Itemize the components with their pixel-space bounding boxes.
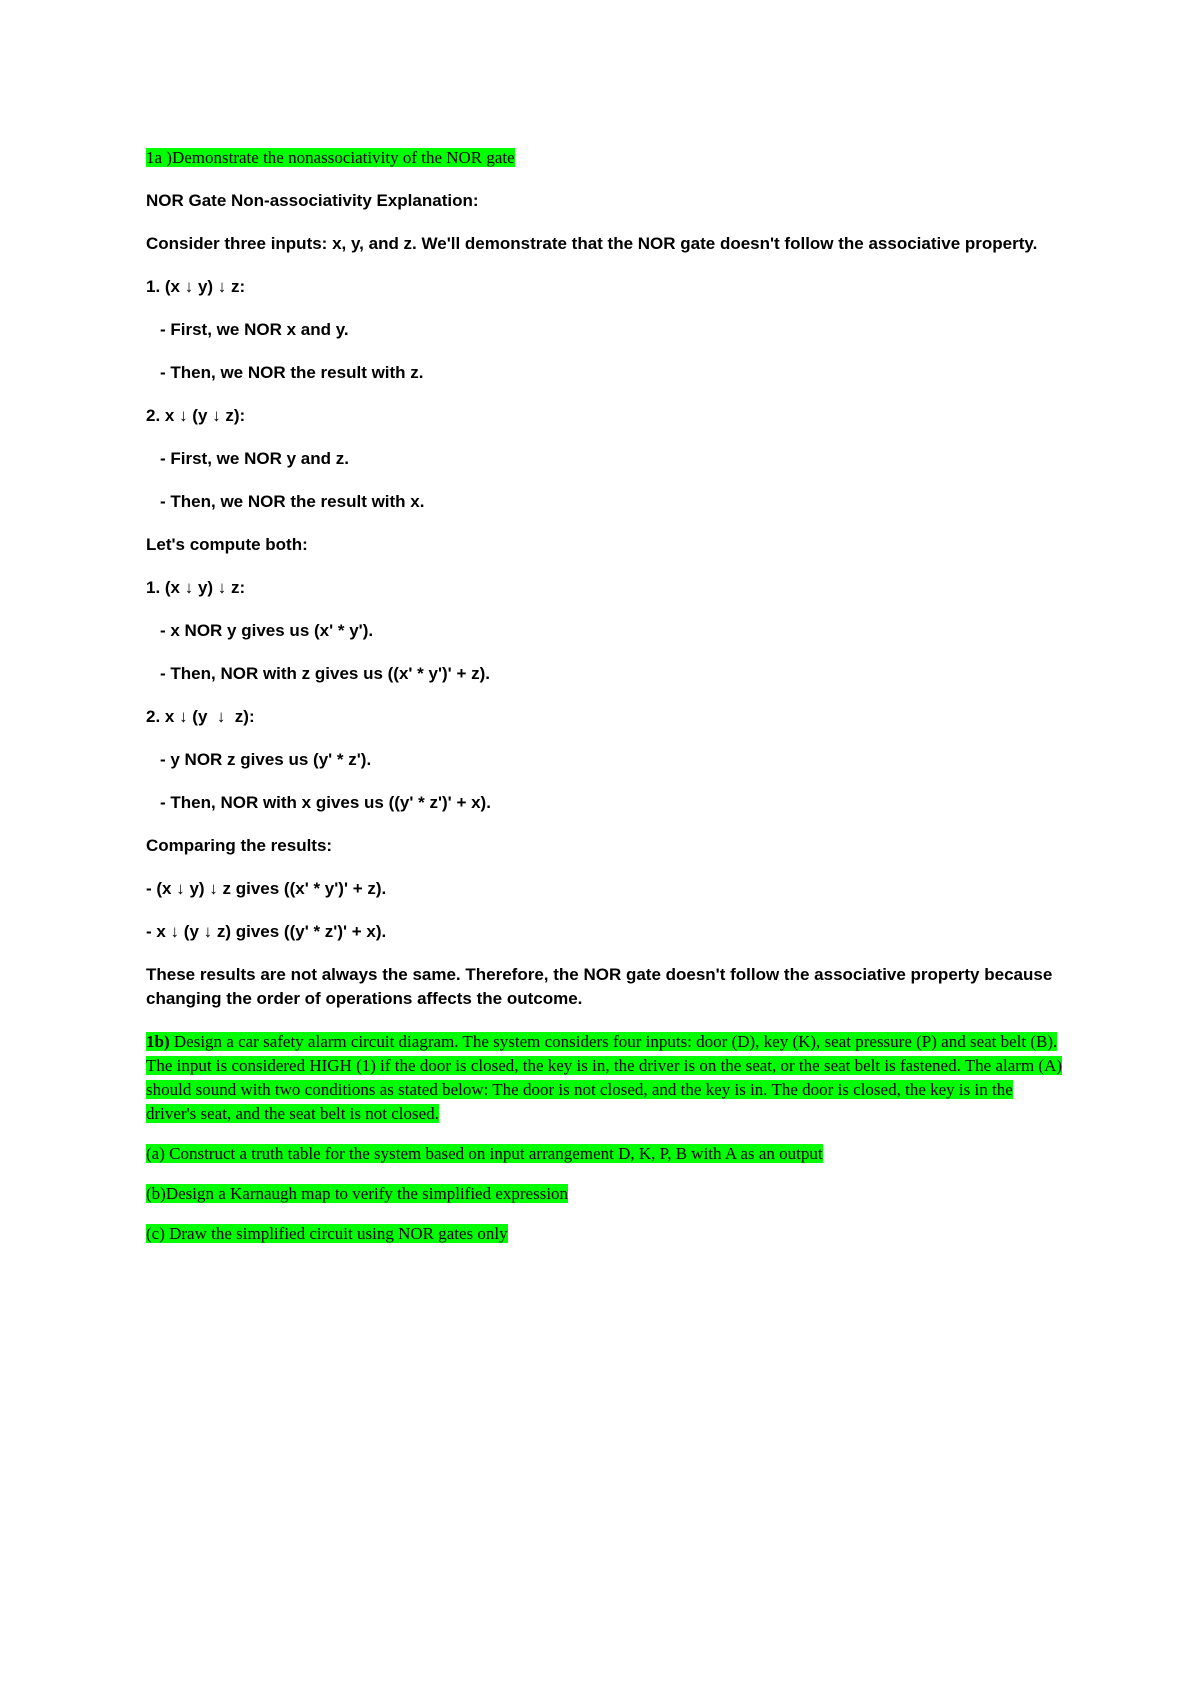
question-1b-c	[146, 1222, 1066, 1246]
compute-2-step-2: - Then, NOR with x gives us ((y' * z')' + x).	[160, 793, 491, 812]
question-1a-text: 1a )Demonstrate the nonassociativity of the NOR gate	[146, 148, 515, 167]
question-1b-b-text: (b)Design a Karnaugh map to verify the simplified expression	[146, 1184, 569, 1203]
question-1b	[146, 1030, 1066, 1126]
case-2-step-2: - Then, we NOR the result with x.	[160, 492, 425, 511]
compare-2: - x ↓ (y ↓ z) gives ((y' * z')' + x).	[146, 922, 387, 941]
conclusion-paragraph: These results are not always the same. Therefore, the NOR gate doesn't follow the associative property because changing the order of operations affects the outcome.	[146, 965, 1058, 1008]
explanation-heading: NOR Gate Non-associativity Explanation:	[146, 191, 479, 210]
question-1b-label: 1b)	[146, 1032, 170, 1051]
question-1b-a	[146, 1142, 1066, 1166]
compare-1: - (x ↓ y) ↓ z gives ((x' * y')' + z).	[146, 879, 387, 898]
question-1b-c-text: (c) Draw the simplified circuit using NOR gates only	[146, 1224, 508, 1243]
question-1a	[146, 146, 1066, 170]
case-1-step-2: - Then, we NOR the result with z.	[160, 363, 424, 382]
compute-1-title: 1. (x ↓ y) ↓ z:	[146, 578, 246, 597]
question-1b-b	[146, 1182, 1066, 1206]
question-1b-a-text: (a) Construct a truth table for the system based on input arrangement D, K, P, B with A as an output	[146, 1144, 823, 1163]
case-2-title: 2. x ↓ (y ↓ z):	[146, 406, 246, 425]
intro-paragraph: Consider three inputs: x, y, and z. We'll demonstrate that the NOR gate doesn't follow the associative property.	[146, 234, 1038, 253]
compute-2-title: 2. x ↓ (y ↓ z):	[146, 707, 255, 726]
compute-1-step-1: - x NOR y gives us (x' * y').	[160, 621, 374, 640]
question-1b-text: Design a car safety alarm circuit diagram. The system considers four inputs: door (D), key (K), seat pressure (P) and seat belt (B). The input is considered HIGH (1) if the door is closed, the key is in, the driver is on the seat, or the seat belt is fastened. The alarm (A) should sound with two conditions as stated below: The door is not closed, and the key is in. The door is closed, the key is in the driver's seat, and the seat belt is not closed.	[146, 1032, 1063, 1123]
compare-title: Comparing the results:	[146, 836, 333, 855]
compute-title: Let's compute both:	[146, 535, 308, 554]
case-1-step-1: - First, we NOR x and y.	[160, 320, 349, 339]
case-2-step-1: - First, we NOR y and z.	[160, 449, 349, 468]
document-page	[146, 146, 1066, 1262]
compute-2-step-1: - y NOR z gives us (y' * z').	[160, 750, 372, 769]
compute-1-step-2: - Then, NOR with z gives us ((x' * y')' + z).	[160, 664, 490, 683]
case-1-title: 1. (x ↓ y) ↓ z:	[146, 277, 246, 296]
